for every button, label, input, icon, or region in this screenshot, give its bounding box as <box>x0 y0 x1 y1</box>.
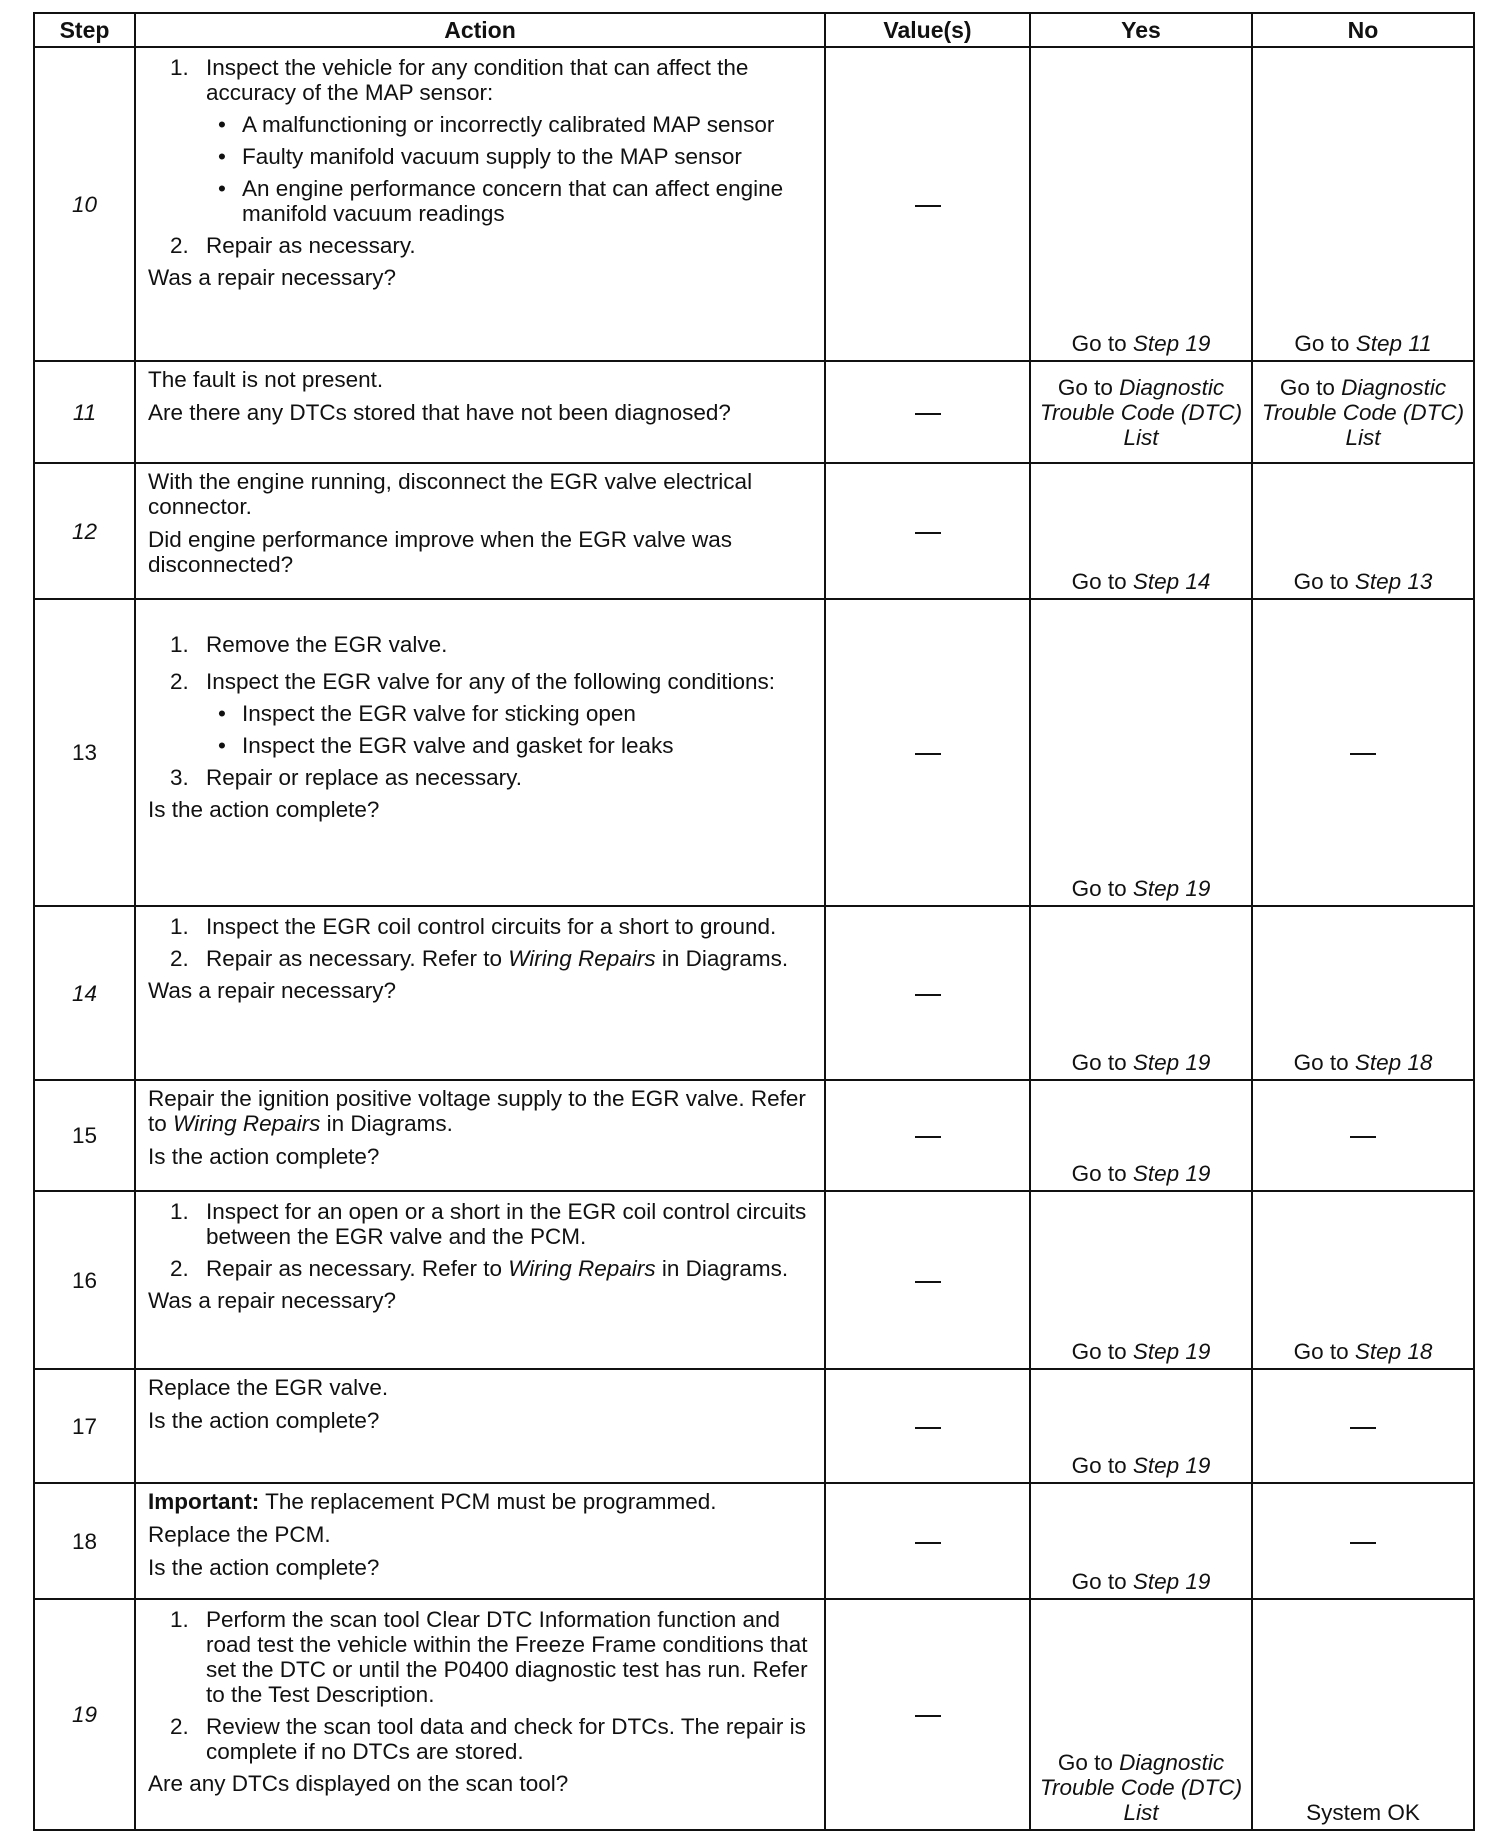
list-item: 1. Remove the EGR valve. <box>170 632 448 657</box>
yes-cell <box>1030 1483 1252 1599</box>
dash-mark <box>1350 753 1376 755</box>
step-number: 11 <box>34 361 135 463</box>
step-number: 13 <box>34 599 135 906</box>
no-target: Step 13 <box>1354 569 1433 594</box>
action-question: Are there any DTCs stored that have not been diagnosed? <box>148 400 731 425</box>
action-cell <box>135 1080 825 1191</box>
no-cell: System OK <box>1252 1599 1474 1830</box>
dash-mark <box>1350 1136 1376 1138</box>
yes-prefix: Go to <box>1071 1453 1127 1478</box>
table-row-step-12 <box>34 463 1474 599</box>
action-cell <box>135 1191 825 1369</box>
header-action: Action <box>135 13 825 47</box>
item-text: Inspect the EGR valve for any of the following conditions: <box>206 669 776 694</box>
table-row-step-10 <box>34 47 1474 361</box>
no-cell <box>1252 599 1474 906</box>
yes-cell <box>1030 599 1252 906</box>
yes-prefix: Go to <box>1057 1750 1113 1775</box>
action-text: With the engine running, disconnect the EGR valve electrical connector. <box>148 469 753 519</box>
no-cell <box>1252 361 1474 463</box>
item-text: Perform the scan tool Clear DTC Information function and road test the vehicle within the Freeze Frame conditions that set the DTC or until the P0400 diagnostic test has run. Refer to the Test Description. <box>206 1607 808 1707</box>
yes-target: Step 19 <box>1132 1453 1211 1478</box>
important-note <box>148 1489 816 1514</box>
action-cell <box>135 1599 825 1830</box>
yes-target: Step 19 <box>1132 331 1211 356</box>
dash-mark <box>1350 1542 1376 1544</box>
table-row-step-18 <box>34 1483 1474 1599</box>
item-text: Review the scan tool data and check for DTCs. The repair is complete if no DTCs are stored. <box>206 1714 806 1764</box>
value-cell <box>825 1191 1030 1369</box>
yes-prefix: Go to <box>1071 1339 1127 1364</box>
table-row-step-13 <box>34 599 1474 906</box>
bullet-item: • A malfunctioning or incorrectly calibrated MAP sensor <box>206 112 816 137</box>
item-text-a: Repair as necessary. Refer to <box>206 946 502 971</box>
yes-prefix: Go to <box>1071 876 1127 901</box>
header-yes: Yes <box>1030 13 1252 47</box>
yes-target: Step 19 <box>1132 1161 1211 1186</box>
list-item: 1. Inspect the vehicle for any condition that can affect the accuracy of the MAP sensor: • A malfunctioning or incorrectly calibrated MAP sensor • Faulty manifold vacuum supply to the MAP sensor • An engine performance concern that can affect engine manifold vacuum readings <box>148 55 816 226</box>
bullet-item: • Inspect the EGR valve and gasket for leaks <box>206 733 816 758</box>
dash-mark <box>915 532 941 534</box>
action-question: Is the action complete? <box>148 797 380 822</box>
yes-cell <box>1030 1191 1252 1369</box>
action-text: Replace the PCM. <box>148 1522 331 1547</box>
step-number: 16 <box>34 1191 135 1369</box>
yes-cell <box>1030 1599 1252 1830</box>
value-cell <box>825 1483 1030 1599</box>
value-cell <box>825 906 1030 1080</box>
dash-mark <box>915 1542 941 1544</box>
dash-mark <box>915 413 941 415</box>
yes-prefix: Go to <box>1071 331 1127 356</box>
dash-mark <box>915 1281 941 1283</box>
yes-cell <box>1030 1369 1252 1483</box>
link-wiring-repairs[interactable]: Wiring Repairs <box>173 1111 321 1136</box>
list-item: 2. Repair as necessary. <box>170 233 416 258</box>
value-cell <box>825 1599 1030 1830</box>
action-question: Was a repair necessary? <box>148 978 397 1003</box>
list-item: 1. Inspect for an open or a short in the EGR coil control circuits between the EGR valve and the PCM. <box>170 1199 807 1249</box>
yes-cell <box>1030 361 1252 463</box>
action-cell <box>135 361 825 463</box>
no-cell <box>1252 47 1474 361</box>
item-text: Inspect the vehicle for any condition that can affect the accuracy of the MAP sensor: <box>206 55 749 105</box>
action-list <box>148 1607 816 1764</box>
value-cell <box>825 361 1030 463</box>
yes-prefix: Go to <box>1071 569 1127 594</box>
bullet-list <box>206 701 816 758</box>
yes-cell <box>1030 1080 1252 1191</box>
step-number: 17 <box>34 1369 135 1483</box>
item-text-b: in Diagrams. <box>661 946 789 971</box>
yes-target: Step 19 <box>1132 1050 1211 1075</box>
yes-target: Step 19 <box>1132 1569 1211 1594</box>
no-prefix: Go to <box>1293 1050 1349 1075</box>
list-item: 2. Review the scan tool data and check for DTCs. The repair is complete if no DTCs are stored. <box>170 1714 806 1764</box>
no-cell <box>1252 463 1474 599</box>
action-question: Is the action complete? <box>148 1408 380 1433</box>
item-text: Inspect the EGR coil control circuits for a short to ground. <box>206 914 777 939</box>
no-cell <box>1252 1191 1474 1369</box>
yes-target: Step 19 <box>1132 876 1211 901</box>
table-row-step-11 <box>34 361 1474 463</box>
no-cell <box>1252 906 1474 1080</box>
value-cell <box>825 1369 1030 1483</box>
action-question: Was a repair necessary? <box>148 1288 397 1313</box>
dash-mark <box>915 1427 941 1429</box>
diagnostic-table <box>33 12 1475 1831</box>
list-item: 2. Repair as necessary. Refer to Wiring Repairs in Diagrams. <box>170 1256 789 1281</box>
yes-target: Diagnostic Trouble Code (DTC) List <box>1039 1750 1243 1825</box>
table-row-step-15 <box>34 1080 1474 1191</box>
no-target: Step 18 <box>1354 1050 1433 1075</box>
table-row-step-16 <box>34 1191 1474 1369</box>
header-no: No <box>1252 13 1474 47</box>
action-text-b: in Diagrams. <box>326 1111 453 1136</box>
yes-prefix: Go to <box>1071 1161 1127 1186</box>
step-number: 15 <box>34 1080 135 1191</box>
action-list <box>148 55 816 258</box>
action-question: Is the action complete? <box>148 1144 380 1169</box>
link-wiring-repairs[interactable]: Wiring Repairs <box>508 1256 656 1281</box>
no-cell <box>1252 1483 1474 1599</box>
action-text: Replace the EGR valve. <box>148 1375 389 1400</box>
value-cell <box>825 1080 1030 1191</box>
bullet-item: • Faulty manifold vacuum supply to the MAP sensor <box>206 144 816 169</box>
action-text <box>148 1086 816 1136</box>
item-text: Remove the EGR valve. <box>206 632 448 657</box>
yes-prefix: Go to <box>1071 1050 1127 1075</box>
yes-prefix: Go to <box>1057 374 1113 400</box>
bullet-list <box>206 112 816 226</box>
action-cell <box>135 599 825 906</box>
table-row-step-17 <box>34 1369 1474 1483</box>
header-step: Step <box>34 13 135 47</box>
header-row <box>34 13 1474 47</box>
yes-cell <box>1030 463 1252 599</box>
list-item: 3. Repair or replace as necessary. <box>170 765 522 790</box>
no-prefix: Go to <box>1294 331 1350 356</box>
action-question: Did engine performance improve when the EGR valve was disconnected? <box>148 527 733 577</box>
step-number: 10 <box>34 47 135 361</box>
item-text-b: in Diagrams. <box>661 1256 789 1281</box>
yes-target: Step 19 <box>1132 1339 1211 1364</box>
yes-cell <box>1030 47 1252 361</box>
action-cell <box>135 1369 825 1483</box>
yes-target: Step 14 <box>1132 569 1211 594</box>
step-number: 19 <box>34 1599 135 1830</box>
action-cell <box>135 1483 825 1599</box>
important-text: The replacement PCM must be programmed. <box>265 1489 717 1514</box>
yes-prefix: Go to <box>1071 1569 1127 1594</box>
link-wiring-repairs[interactable]: Wiring Repairs <box>508 946 656 971</box>
no-prefix: Go to <box>1293 569 1349 594</box>
dash-mark <box>1350 1427 1376 1429</box>
list-item: 1. Inspect the EGR coil control circuits for a short to ground. <box>170 914 777 939</box>
value-cell <box>825 463 1030 599</box>
no-cell <box>1252 1369 1474 1483</box>
step-number: 12 <box>34 463 135 599</box>
value-cell <box>825 599 1030 906</box>
list-item: 2. Inspect the EGR valve for any of the following conditions: • Inspect the EGR valve for sticking open • Inspect the EGR valve and gasket for leaks <box>148 669 816 758</box>
no-target: Step 18 <box>1354 1339 1433 1364</box>
list-item: 1. Perform the scan tool Clear DTC Information function and road test the vehicle within the Freeze Frame conditions that set the DTC or until the P0400 diagnostic test has run. Refer to the Test Description. <box>170 1607 808 1707</box>
bullet-item: • An engine performance concern that can affect engine manifold vacuum readings <box>206 176 816 226</box>
step-number: 18 <box>34 1483 135 1599</box>
action-cell <box>135 906 825 1080</box>
action-text: The fault is not present. <box>148 367 384 392</box>
yes-cell <box>1030 906 1252 1080</box>
value-cell <box>825 47 1030 361</box>
action-question: Are any DTCs displayed on the scan tool? <box>148 1771 569 1796</box>
table-row-step-19 <box>34 1599 1474 1830</box>
yes-target: Diagnostic Trouble Code (DTC) List <box>1039 374 1243 450</box>
step-number: 14 <box>34 906 135 1080</box>
important-label: Important: <box>148 1489 260 1514</box>
dash-mark <box>915 1715 941 1717</box>
item-text: Inspect for an open or a short in the EGR coil control circuits between the EGR valve and the PCM. <box>206 1199 807 1249</box>
table-row-step-14 <box>34 906 1474 1080</box>
action-list <box>148 914 816 971</box>
action-question: Is the action complete? <box>148 1555 380 1580</box>
action-cell <box>135 463 825 599</box>
dash-mark <box>915 994 941 996</box>
header-values: Value(s) <box>825 13 1030 47</box>
dash-mark <box>915 753 941 755</box>
dash-mark <box>915 1136 941 1138</box>
no-cell <box>1252 1080 1474 1191</box>
action-question: Was a repair necessary? <box>148 265 397 290</box>
no-prefix: Go to <box>1279 374 1335 400</box>
action-list <box>148 632 816 790</box>
no-target: Step 11 <box>1355 331 1432 356</box>
item-text: Repair as necessary. <box>206 233 416 258</box>
action-list <box>148 1199 816 1281</box>
item-text-a: Repair as necessary. Refer to <box>206 1256 502 1281</box>
action-text-a: Repair the ignition positive voltage supply to the EGR valve. Refer to <box>148 1086 806 1136</box>
action-cell <box>135 47 825 361</box>
no-target: Diagnostic Trouble Code (DTC) List <box>1261 374 1465 450</box>
bullet-item: • Inspect the EGR valve for sticking open <box>206 701 816 726</box>
dash-mark <box>915 205 941 207</box>
no-prefix: Go to <box>1293 1339 1349 1364</box>
list-item: 2. Repair as necessary. Refer to Wiring Repairs in Diagrams. <box>170 946 789 971</box>
item-text: Repair or replace as necessary. <box>206 765 522 790</box>
